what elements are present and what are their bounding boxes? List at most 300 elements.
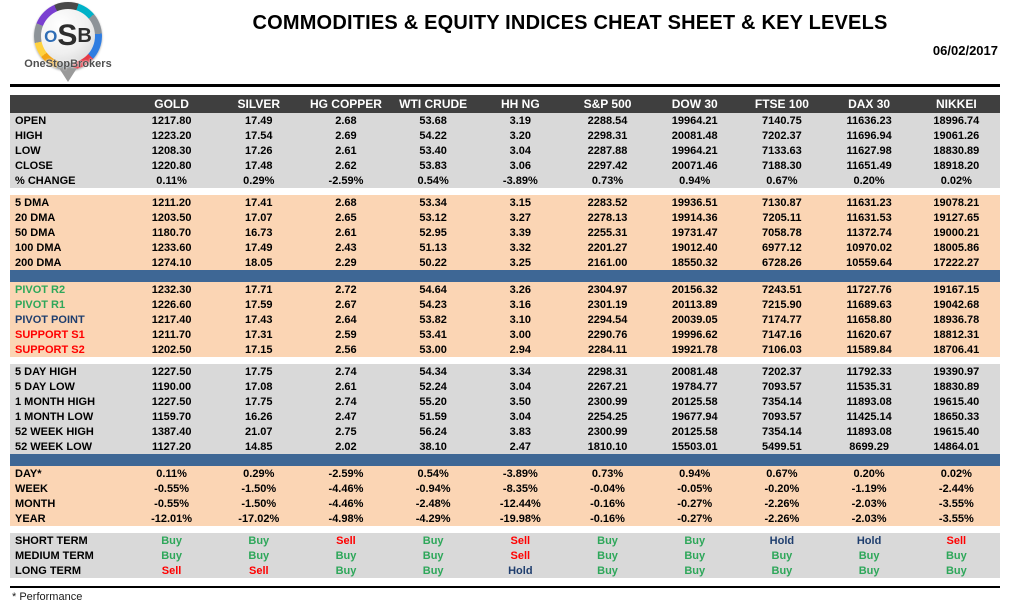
- table-row-low: [10, 143, 1000, 158]
- cell-ftse-100: 7106.03: [738, 342, 825, 357]
- cell-wti-crude: 54.64: [390, 282, 477, 297]
- cell-ftse-100: 7093.57: [738, 409, 825, 424]
- cell-ftse-100: 5499.51: [738, 439, 825, 454]
- cell-wti-crude: -0.94%: [390, 481, 477, 496]
- cell-hg-copper: 2.59: [302, 327, 389, 342]
- cell-dow-30: 20071.46: [651, 158, 738, 173]
- cell-dow-30: Buy: [651, 563, 738, 578]
- row-label: 1 MONTH HIGH: [10, 394, 128, 409]
- cell-silver: 16.73: [215, 225, 302, 240]
- logo-brand-name: OneStopBrokers: [24, 58, 112, 70]
- cell-ftse-100: 0.67%: [738, 173, 825, 188]
- section-performance: [10, 466, 1000, 526]
- logo-letter: B: [77, 25, 92, 47]
- cell-gold: 1159.70: [128, 409, 215, 424]
- row-label: 52 WEEK LOW: [10, 439, 128, 454]
- cell-dow-30: 19012.40: [651, 240, 738, 255]
- cell-nikkei: 0.02%: [913, 173, 1000, 188]
- cell-hg-copper: 2.68: [302, 195, 389, 210]
- cell-dow-30: -0.27%: [651, 496, 738, 511]
- cell-hh-ng: 3.83: [477, 424, 564, 439]
- cell-ftse-100: Buy: [738, 548, 825, 563]
- cell-s-p-500: Buy: [564, 563, 651, 578]
- cell-dax-30: 11535.31: [826, 379, 913, 394]
- cell-ftse-100: 7174.77: [738, 312, 825, 327]
- cell-dow-30: 20039.05: [651, 312, 738, 327]
- cell-dax-30: Buy: [826, 548, 913, 563]
- cell-gold: 1208.30: [128, 143, 215, 158]
- section-moving-averages: [10, 195, 1000, 270]
- cell-gold: 1190.00: [128, 379, 215, 394]
- table-row-support-s2: [10, 342, 1000, 357]
- cell-nikkei: -3.55%: [913, 511, 1000, 526]
- gap-row: [10, 357, 1000, 364]
- cell-gold: 1227.50: [128, 394, 215, 409]
- cell-nikkei: 19127.65: [913, 210, 1000, 225]
- cell-hh-ng: 3.19: [477, 113, 564, 128]
- cell-hh-ng: 2.94: [477, 342, 564, 357]
- cell-nikkei: 18812.31: [913, 327, 1000, 342]
- cell-hh-ng: -8.35%: [477, 481, 564, 496]
- divider-cell: [10, 454, 1000, 466]
- cell-silver: 17.59: [215, 297, 302, 312]
- cell-dax-30: 11627.98: [826, 143, 913, 158]
- table-row-52-week-high: [10, 424, 1000, 439]
- gap-row: [10, 526, 1000, 533]
- cell-nikkei: 18005.86: [913, 240, 1000, 255]
- divider-cell: [10, 270, 1000, 282]
- row-label: HIGH: [10, 128, 128, 143]
- cell-s-p-500: 2298.31: [564, 364, 651, 379]
- column-header-dow-30: DOW 30: [651, 95, 738, 113]
- table-row-52-week-low: [10, 439, 1000, 454]
- cell-ftse-100: -2.26%: [738, 511, 825, 526]
- cell-s-p-500: 0.73%: [564, 466, 651, 481]
- section-signals: [10, 533, 1000, 578]
- cell-silver: -1.50%: [215, 496, 302, 511]
- performance-footnote: * Performance: [12, 591, 83, 603]
- cell-hg-copper: 2.61: [302, 225, 389, 240]
- cell-silver: 17.71: [215, 282, 302, 297]
- cell-hg-copper: Buy: [302, 548, 389, 563]
- cell-hg-copper: -2.59%: [302, 173, 389, 188]
- cell-silver: Sell: [215, 563, 302, 578]
- cell-wti-crude: 53.68: [390, 113, 477, 128]
- cell-dax-30: 11696.94: [826, 128, 913, 143]
- table-row-pivot-r2: [10, 282, 1000, 297]
- cell-s-p-500: -0.16%: [564, 496, 651, 511]
- cell-hh-ng: 3.00: [477, 327, 564, 342]
- cell-wti-crude: 53.82: [390, 312, 477, 327]
- cell-wti-crude: 53.83: [390, 158, 477, 173]
- cell-hg-copper: 2.62: [302, 158, 389, 173]
- cell-hh-ng: 3.25: [477, 255, 564, 270]
- cell-s-p-500: 2255.31: [564, 225, 651, 240]
- row-label: SUPPORT S2: [10, 342, 128, 357]
- cell-s-p-500: 2161.00: [564, 255, 651, 270]
- cell-hh-ng: Sell: [477, 548, 564, 563]
- cell-dow-30: 19964.21: [651, 113, 738, 128]
- table-row-support-s1: [10, 327, 1000, 342]
- cell-dax-30: 11631.53: [826, 210, 913, 225]
- column-header-dax-30: DAX 30: [826, 95, 913, 113]
- cell-s-p-500: 2298.31: [564, 128, 651, 143]
- cell-silver: Buy: [215, 548, 302, 563]
- cell-silver: 17.15: [215, 342, 302, 357]
- section-gap: [10, 526, 1000, 533]
- table-row-20-dma: [10, 210, 1000, 225]
- column-header-s-p-500: S&P 500: [564, 95, 651, 113]
- cell-dax-30: 11893.08: [826, 394, 913, 409]
- cell-gold: 1274.10: [128, 255, 215, 270]
- logo-pin-tip-icon: [59, 68, 77, 82]
- row-label: MONTH: [10, 496, 128, 511]
- table-row-week: [10, 481, 1000, 496]
- cell-ftse-100: -0.20%: [738, 481, 825, 496]
- cell-nikkei: Sell: [913, 533, 1000, 548]
- cell-s-p-500: 2283.52: [564, 195, 651, 210]
- cell-hh-ng: 2.47: [477, 439, 564, 454]
- row-label: 52 WEEK HIGH: [10, 424, 128, 439]
- column-header-hh-ng: HH NG: [477, 95, 564, 113]
- cell-dow-30: 19964.21: [651, 143, 738, 158]
- cell-dow-30: 19677.94: [651, 409, 738, 424]
- cell-gold: -12.01%: [128, 511, 215, 526]
- cell-silver: 17.54: [215, 128, 302, 143]
- cell-gold: 1211.70: [128, 327, 215, 342]
- cell-dow-30: 19996.62: [651, 327, 738, 342]
- cell-dow-30: Buy: [651, 533, 738, 548]
- cell-silver: -1.50%: [215, 481, 302, 496]
- cell-ftse-100: 7243.51: [738, 282, 825, 297]
- table-row-day: [10, 466, 1000, 481]
- cell-gold: -0.55%: [128, 496, 215, 511]
- cell-dax-30: 11372.74: [826, 225, 913, 240]
- cell-dow-30: 20125.58: [651, 394, 738, 409]
- column-header-ftse-100: FTSE 100: [738, 95, 825, 113]
- cell-gold: 1180.70: [128, 225, 215, 240]
- column-header-silver: SILVER: [215, 95, 302, 113]
- cell-ftse-100: 7133.63: [738, 143, 825, 158]
- cell-wti-crude: Buy: [390, 548, 477, 563]
- cell-hh-ng: 3.50: [477, 394, 564, 409]
- cell-hh-ng: Sell: [477, 533, 564, 548]
- cell-silver: 17.75: [215, 364, 302, 379]
- cell-wti-crude: 52.95: [390, 225, 477, 240]
- cell-s-p-500: 2301.19: [564, 297, 651, 312]
- cell-hg-copper: 2.56: [302, 342, 389, 357]
- cell-s-p-500: -0.16%: [564, 511, 651, 526]
- cell-dow-30: 20081.48: [651, 364, 738, 379]
- row-label: 5 DMA: [10, 195, 128, 210]
- title-block: [140, 0, 1000, 58]
- cell-dow-30: Buy: [651, 548, 738, 563]
- cell-nikkei: 17222.27: [913, 255, 1000, 270]
- table-row-close: [10, 158, 1000, 173]
- cell-nikkei: 0.02%: [913, 466, 1000, 481]
- cell-wti-crude: 56.24: [390, 424, 477, 439]
- cell-nikkei: 19615.40: [913, 394, 1000, 409]
- cell-ftse-100: 7205.11: [738, 210, 825, 225]
- table-row-short-term: [10, 533, 1000, 548]
- row-label: DAY*: [10, 466, 128, 481]
- cell-s-p-500: 2304.97: [564, 282, 651, 297]
- cell-dax-30: -2.03%: [826, 511, 913, 526]
- cell-gold: 0.11%: [128, 173, 215, 188]
- cell-hh-ng: -3.89%: [477, 466, 564, 481]
- corner-cell: [10, 95, 128, 113]
- cell-wti-crude: 51.13: [390, 240, 477, 255]
- cell-ftse-100: 0.67%: [738, 466, 825, 481]
- cell-dow-30: 19731.47: [651, 225, 738, 240]
- table-row-change: [10, 173, 1000, 188]
- cell-dax-30: Buy: [826, 563, 913, 578]
- onestopbrokers-logo: [12, 2, 124, 94]
- cell-gold: 1202.50: [128, 342, 215, 357]
- cell-nikkei: 18996.74: [913, 113, 1000, 128]
- cell-s-p-500: 2288.54: [564, 113, 651, 128]
- cell-gold: 1233.60: [128, 240, 215, 255]
- cell-gold: 1203.50: [128, 210, 215, 225]
- cell-hh-ng: 3.04: [477, 379, 564, 394]
- cell-hg-copper: Sell: [302, 533, 389, 548]
- table-row-50-dma: [10, 225, 1000, 240]
- section-gap: [10, 357, 1000, 364]
- cell-s-p-500: 2287.88: [564, 143, 651, 158]
- cell-s-p-500: 2267.21: [564, 379, 651, 394]
- cell-dow-30: -0.27%: [651, 511, 738, 526]
- cell-hg-copper: 2.29: [302, 255, 389, 270]
- table-row-5-day-high: [10, 364, 1000, 379]
- cell-dax-30: 11651.49: [826, 158, 913, 173]
- section-divider: [10, 454, 1000, 466]
- cell-wti-crude: 53.34: [390, 195, 477, 210]
- cell-wti-crude: 0.54%: [390, 173, 477, 188]
- cell-nikkei: 19390.97: [913, 364, 1000, 379]
- divider-row: [10, 270, 1000, 282]
- cell-ftse-100: 7202.37: [738, 128, 825, 143]
- cell-dax-30: 0.20%: [826, 466, 913, 481]
- cell-ftse-100: 7093.57: [738, 379, 825, 394]
- cell-silver: 17.41: [215, 195, 302, 210]
- cell-gold: Buy: [128, 533, 215, 548]
- table-row-1-month-high: [10, 394, 1000, 409]
- cell-ftse-100: 7140.75: [738, 113, 825, 128]
- cell-dax-30: 11658.80: [826, 312, 913, 327]
- logo-letter: S: [57, 19, 78, 52]
- row-label: PIVOT R2: [10, 282, 128, 297]
- cell-nikkei: 18650.33: [913, 409, 1000, 424]
- cell-dax-30: 11425.14: [826, 409, 913, 424]
- cell-hh-ng: 3.27: [477, 210, 564, 225]
- cell-ftse-100: 7354.14: [738, 394, 825, 409]
- section-ranges: [10, 364, 1000, 454]
- cell-silver: -17.02%: [215, 511, 302, 526]
- table-row-long-term: [10, 563, 1000, 578]
- cell-wti-crude: 54.22: [390, 128, 477, 143]
- cell-hg-copper: 2.64: [302, 312, 389, 327]
- cell-hg-copper: 2.43: [302, 240, 389, 255]
- cell-nikkei: 18936.78: [913, 312, 1000, 327]
- cell-wti-crude: 54.34: [390, 364, 477, 379]
- cell-silver: 14.85: [215, 439, 302, 454]
- cell-hg-copper: -4.98%: [302, 511, 389, 526]
- cell-dax-30: Hold: [826, 533, 913, 548]
- section-pivots: [10, 282, 1000, 357]
- cell-wti-crude: -4.29%: [390, 511, 477, 526]
- row-label: OPEN: [10, 113, 128, 128]
- table-row-1-month-low: [10, 409, 1000, 424]
- cell-gold: -0.55%: [128, 481, 215, 496]
- column-header-hg-copper: HG COPPER: [302, 95, 389, 113]
- cell-nikkei: 19167.15: [913, 282, 1000, 297]
- page-title: COMMODITIES & EQUITY INDICES CHEAT SHEET & KEY LEVELS: [252, 12, 888, 34]
- cell-hg-copper: Buy: [302, 563, 389, 578]
- cell-wti-crude: 54.23: [390, 297, 477, 312]
- table-row-medium-term: [10, 548, 1000, 563]
- table-row-year: [10, 511, 1000, 526]
- column-header-nikkei: NIKKEI: [913, 95, 1000, 113]
- cell-dax-30: 11589.84: [826, 342, 913, 357]
- cell-hh-ng: 3.04: [477, 409, 564, 424]
- cell-wti-crude: -2.48%: [390, 496, 477, 511]
- cell-hg-copper: 2.65: [302, 210, 389, 225]
- cell-gold: 1220.80: [128, 158, 215, 173]
- cell-ftse-100: 6977.12: [738, 240, 825, 255]
- cell-dow-30: 15503.01: [651, 439, 738, 454]
- cell-gold: 1227.50: [128, 364, 215, 379]
- cell-ftse-100: 7215.90: [738, 297, 825, 312]
- cell-ftse-100: Hold: [738, 533, 825, 548]
- cell-hh-ng: -19.98%: [477, 511, 564, 526]
- section-gap: [10, 188, 1000, 195]
- cell-ftse-100: 7130.87: [738, 195, 825, 210]
- row-label: LONG TERM: [10, 563, 128, 578]
- cell-gold: 1232.30: [128, 282, 215, 297]
- cell-dow-30: 0.94%: [651, 173, 738, 188]
- cell-wti-crude: 50.22: [390, 255, 477, 270]
- table-row-5-dma: [10, 195, 1000, 210]
- cell-gold: 1211.20: [128, 195, 215, 210]
- cell-nikkei: Buy: [913, 548, 1000, 563]
- cell-ftse-100: 7354.14: [738, 424, 825, 439]
- cell-silver: 17.26: [215, 143, 302, 158]
- cell-silver: 21.07: [215, 424, 302, 439]
- cell-hh-ng: 3.04: [477, 143, 564, 158]
- row-label: YEAR: [10, 511, 128, 526]
- cell-hh-ng: Hold: [477, 563, 564, 578]
- gap-row: [10, 188, 1000, 195]
- cell-hg-copper: -4.46%: [302, 496, 389, 511]
- cell-wti-crude: 51.59: [390, 409, 477, 424]
- cell-nikkei: -2.44%: [913, 481, 1000, 496]
- cell-dow-30: 19784.77: [651, 379, 738, 394]
- cell-gold: 1217.40: [128, 312, 215, 327]
- cell-nikkei: -3.55%: [913, 496, 1000, 511]
- cell-dax-30: 10970.02: [826, 240, 913, 255]
- cell-silver: Buy: [215, 533, 302, 548]
- cell-dow-30: -0.05%: [651, 481, 738, 496]
- table-row-5-day-low: [10, 379, 1000, 394]
- cell-s-p-500: 2294.54: [564, 312, 651, 327]
- cell-ftse-100: Buy: [738, 563, 825, 578]
- table-row-pivot-r1: [10, 297, 1000, 312]
- gap-cell: [10, 526, 1000, 533]
- cell-nikkei: 18706.41: [913, 342, 1000, 357]
- cell-wti-crude: 53.41: [390, 327, 477, 342]
- row-label: 5 DAY LOW: [10, 379, 128, 394]
- cell-ftse-100: 7188.30: [738, 158, 825, 173]
- cell-hg-copper: 2.68: [302, 113, 389, 128]
- cell-wti-crude: 53.00: [390, 342, 477, 357]
- cell-gold: 1387.40: [128, 424, 215, 439]
- table-row-pivot-point: [10, 312, 1000, 327]
- cell-gold: 1226.60: [128, 297, 215, 312]
- cell-silver: 17.31: [215, 327, 302, 342]
- cell-hh-ng: 3.20: [477, 128, 564, 143]
- cell-silver: 17.49: [215, 240, 302, 255]
- cell-ftse-100: 7058.78: [738, 225, 825, 240]
- cell-wti-crude: 53.40: [390, 143, 477, 158]
- cell-s-p-500: Buy: [564, 533, 651, 548]
- section-divider: [10, 270, 1000, 282]
- cell-dow-30: 18550.32: [651, 255, 738, 270]
- cell-hg-copper: -4.46%: [302, 481, 389, 496]
- cell-silver: 17.08: [215, 379, 302, 394]
- cell-nikkei: 18918.20: [913, 158, 1000, 173]
- logo-monogram: [41, 9, 95, 63]
- cell-dow-30: 20113.89: [651, 297, 738, 312]
- cell-dow-30: 0.94%: [651, 466, 738, 481]
- table-row-100-dma: [10, 240, 1000, 255]
- cell-s-p-500: Buy: [564, 548, 651, 563]
- cell-hh-ng: 3.10: [477, 312, 564, 327]
- cell-hg-copper: 2.47: [302, 409, 389, 424]
- cell-wti-crude: 0.54%: [390, 466, 477, 481]
- row-label: WEEK: [10, 481, 128, 496]
- cell-ftse-100: 7202.37: [738, 364, 825, 379]
- cell-nikkei: Buy: [913, 563, 1000, 578]
- table-row-month: [10, 496, 1000, 511]
- row-label: LOW: [10, 143, 128, 158]
- cell-s-p-500: 2300.99: [564, 424, 651, 439]
- cell-dax-30: 11792.33: [826, 364, 913, 379]
- cell-hh-ng: 3.16: [477, 297, 564, 312]
- cell-hg-copper: 2.72: [302, 282, 389, 297]
- row-label: 1 MONTH LOW: [10, 409, 128, 424]
- cell-dax-30: 11893.08: [826, 424, 913, 439]
- cell-dow-30: 20125.58: [651, 424, 738, 439]
- cell-gold: Buy: [128, 548, 215, 563]
- cell-dax-30: 10559.64: [826, 255, 913, 270]
- cell-gold: 0.11%: [128, 466, 215, 481]
- cell-s-p-500: 2290.76: [564, 327, 651, 342]
- row-label: PIVOT R1: [10, 297, 128, 312]
- cell-s-p-500: -0.04%: [564, 481, 651, 496]
- row-label: 50 DMA: [10, 225, 128, 240]
- cell-hg-copper: 2.61: [302, 379, 389, 394]
- row-label: 100 DMA: [10, 240, 128, 255]
- header: [10, 0, 1000, 87]
- cell-s-p-500: 1810.10: [564, 439, 651, 454]
- cell-silver: 0.29%: [215, 173, 302, 188]
- cell-s-p-500: 2297.42: [564, 158, 651, 173]
- row-label: % CHANGE: [10, 173, 128, 188]
- cell-hg-copper: 2.74: [302, 394, 389, 409]
- cell-dow-30: 20156.32: [651, 282, 738, 297]
- logo-letter: O: [44, 26, 58, 46]
- cell-gold: 1127.20: [128, 439, 215, 454]
